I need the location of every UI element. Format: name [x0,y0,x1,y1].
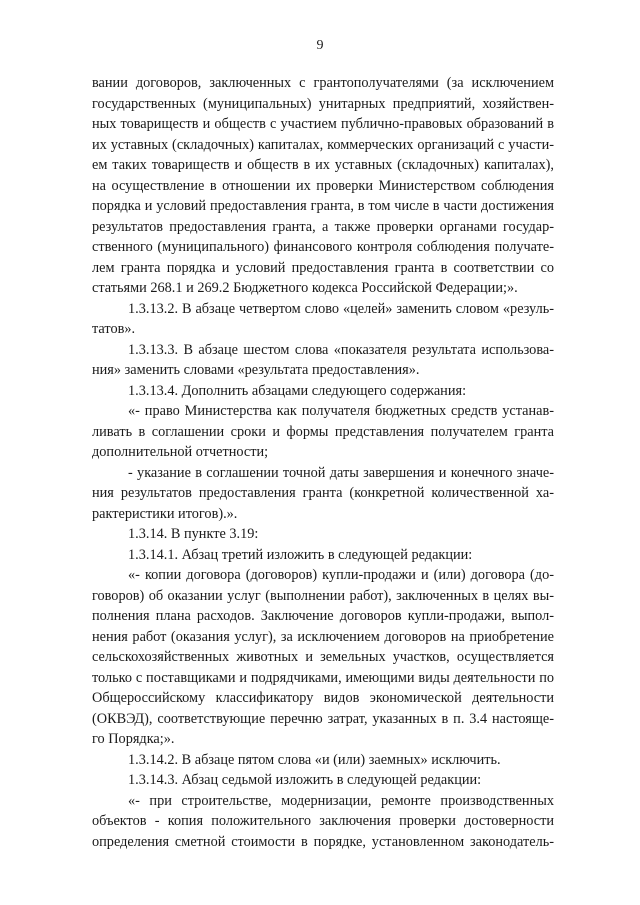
text-line: «- копии договора (договоров) купли-продажи и (или) договора (до- [128,567,554,583]
text-line: полнения плана расходов. Заключение договоров купли-продажи, выпол- [92,608,554,624]
text-line: ных товариществ и обществ с участием публично-правовых образований в [92,116,554,132]
text-line: только с поставщиками и подрядчиками, имеющими виды деятельности по [92,669,554,686]
text-line: ственного (муниципального) финансового контроля соблюдения получате- [92,239,554,255]
text-line: лем гранта порядка и условий предоставления гранта в соответствии со [92,259,554,276]
text-line: ния результатов предоставления гранта (конкретной количественной ха- [92,485,554,501]
text-line: государственных (муниципальных) унитарных предприятий, хозяйствен- [92,95,554,112]
text-line: ливать в соглашении сроки и формы представления получателем гранта [92,423,554,440]
text-line: статьями 268.1 и 269.2 Бюджетного кодекса Российской Федерации;». [92,280,518,296]
text-line: «- при строительстве, модернизации, ремонте производственных [128,792,554,809]
text-line: говоров) об оказании услуг (выполнении работ), заключенных в целях вы- [92,587,554,604]
text-line: Общероссийскому классификатору видов экономической деятельности [92,690,554,706]
text-line: сельскохозяйственных животных и земельных участков, осуществляется [92,649,554,665]
text-line: объектов - копия положительного заключения проверки достоверности [92,813,554,829]
text-line: - указание в соглашении точной даты завершения и конечного значе- [128,464,554,481]
text-line: результатов предоставления гранта, а также проверки органами государ- [92,218,554,235]
text-line: го Порядка;». [92,731,175,747]
text-line: вании договоров, заключенных с грантополучателями (за исключением [92,75,554,91]
text-line: 1.3.14. В пункте 3.19: [128,526,259,542]
text-line: 1.3.13.4. Дополнить абзацами следующего содержания: [128,382,467,399]
text-line: нения работ (оказания услуг), за исключением договоров на приобретение [92,628,554,645]
text-line: порядка и условий предоставления гранта, в том числе в части достижения [92,198,554,214]
text-line: 1.3.13.2. В абзаце четвертом слово «целей» заменить словом «резуль- [128,300,554,317]
text-line: их уставных (складочных) капиталах, коммерческих организаций с участи- [92,136,554,153]
text-line: определения сметной стоимости в порядке, установленном законодатель- [92,833,554,850]
document-body [92,73,554,852]
text-line: татов». [92,321,136,337]
text-line: (ОКВЭД), соответствующие перечню затрат, указанных в п. 3.4 настояще- [92,710,554,727]
page-number: 9 [316,38,324,53]
text-line: 1.3.14.2. В абзаце пятом слова «и (или) заемных» исключить. [128,751,501,768]
text-line: рактеристики итогов).». [92,505,238,522]
text-line: «- право Министерства как получателя бюджетных средств устанав- [128,403,554,419]
text-line: 1.3.13.3. В абзаце шестом слова «показателя результата использова- [128,341,554,358]
text-line: на осуществление в отношении их проверки Министерством соблюдения [92,177,554,194]
text-line: ем таких товариществ и обществ в их уставных (складочных) капиталах), [92,157,554,173]
text-line: ния» заменить словами «результата предоставления». [92,362,420,378]
text-line: 1.3.14.3. Абзац седьмой изложить в следующей редакции: [128,772,482,788]
text-line: дополнительной отчетности; [92,444,269,460]
text-line: 1.3.14.1. Абзац третий изложить в следующей редакции: [128,546,473,563]
